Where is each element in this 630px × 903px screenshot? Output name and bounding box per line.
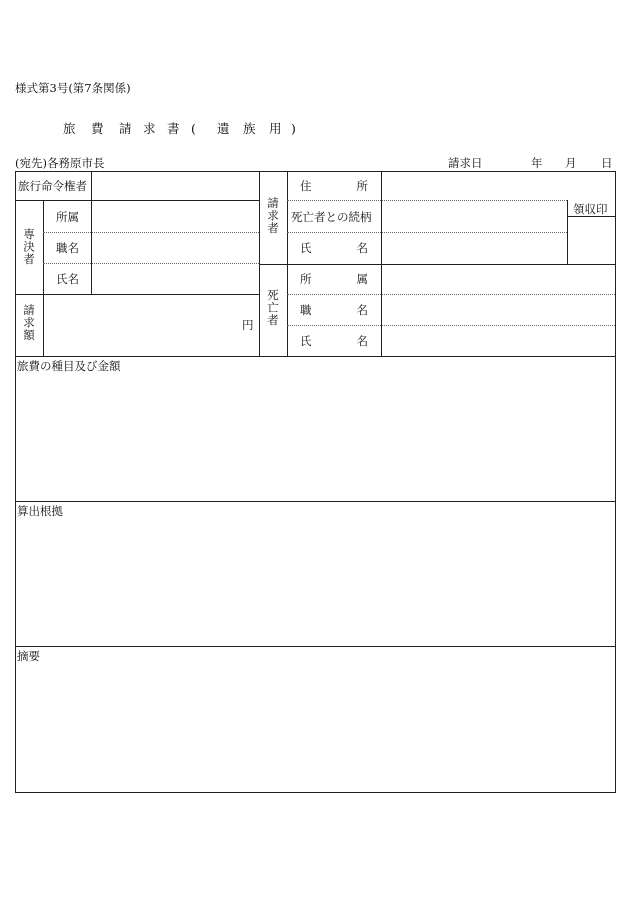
receipt-seal-box[interactable] [568,217,615,264]
title-char: 族 [243,121,256,136]
address-label-a: 住 [300,179,312,193]
approver-position-field[interactable] [92,233,259,263]
claimant-relation-field[interactable] [382,201,567,232]
calculation-basis-area[interactable] [16,519,615,646]
deceased-affiliation-label [300,272,368,286]
row-line-section2 [15,501,616,502]
addressee: (宛先)各務原市長 [15,156,105,170]
deceased-position-label [300,303,368,317]
deceased-group-label: 死亡者 [266,289,280,327]
approver-name-field[interactable] [92,264,259,294]
day-label: 日 [601,156,613,170]
travel-authority-field[interactable] [92,172,259,200]
title-char: 書 [167,121,180,136]
approver-position-label: 職名 [56,241,79,255]
expense-types-label: 旅費の種目及び金額 [17,359,121,373]
approver-group-label: 専決者 [22,228,36,266]
title-char: 請 [119,121,132,136]
approver-affiliation-field[interactable] [92,201,259,232]
yen-label: 円 [242,318,254,332]
row-line-section3 [15,646,616,647]
deceased-name-label [300,334,368,348]
deceased-name-label-b: 名 [356,334,368,348]
remarks-label: 摘要 [17,649,40,663]
month-label: 月 [565,156,577,170]
deceased-affiliation-label-b: 属 [356,272,368,286]
title-char: 遺 [217,121,230,136]
amount-field[interactable] [44,295,239,356]
travel-authority-label: 旅行命令権者 [18,179,87,193]
claimant-name-label-a: 氏 [300,241,312,255]
form-number: 様式第3号(第7条関係) [15,81,131,95]
amount-group-label: 請求額 [22,304,36,342]
relation-label: 死亡者との続柄 [291,210,372,224]
deceased-affiliation-label-a: 所 [300,272,312,286]
row-line-upper-bottom [15,356,616,357]
deceased-position-label-b: 名 [356,303,368,317]
request-date-label: 請求日 [448,156,483,170]
deceased-position-field[interactable] [382,295,615,325]
form-title [63,118,305,137]
title-char: ( [191,121,196,136]
deceased-affiliation-field[interactable] [382,265,615,294]
deceased-name-field[interactable] [382,326,615,356]
claimant-name-label [300,241,368,255]
claimant-group-label: 請求者 [266,197,280,235]
expense-types-area[interactable] [16,374,615,501]
approver-name-label: 氏名 [56,272,79,286]
remarks-area[interactable] [16,664,615,792]
approver-affiliation-label: 所属 [56,210,79,224]
deceased-name-label-a: 氏 [300,334,312,348]
claimant-name-label-b: 名 [356,241,368,255]
calculation-basis-label: 算出根拠 [17,504,63,518]
receipt-seal-label: 領収印 [573,202,608,216]
claimant-address-field[interactable] [382,172,615,200]
title-char: 用 [269,121,282,136]
address-label [300,179,368,193]
year-label: 年 [531,156,543,170]
title-char: 費 [91,121,104,136]
title-char: 求 [143,121,156,136]
title-char: 旅 [63,121,76,136]
title-char: ) [291,121,296,136]
address-label-b: 所 [356,179,368,193]
deceased-position-label-a: 職 [300,303,312,317]
claimant-name-field[interactable] [382,233,567,264]
frame-bottom [15,792,616,793]
